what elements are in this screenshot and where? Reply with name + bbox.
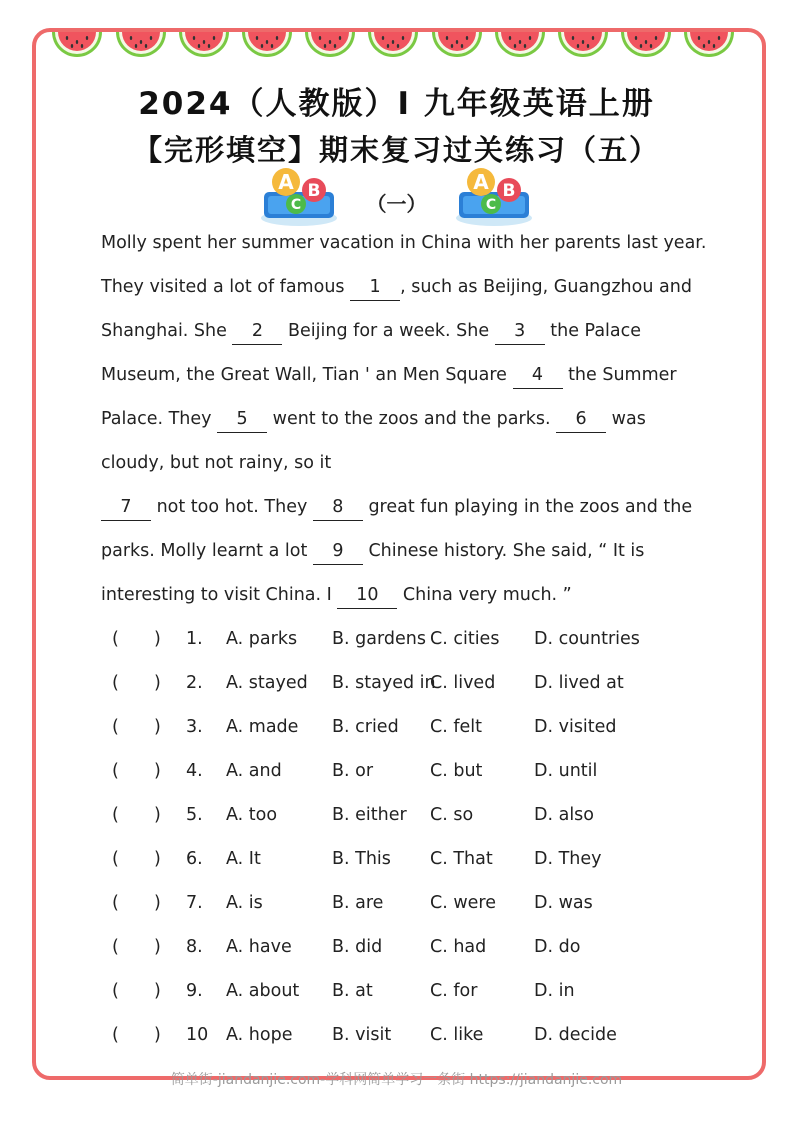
answer-blank[interactable]: 10 — [337, 582, 397, 609]
option-b: B. either — [332, 805, 407, 825]
question-number: 6. — [186, 849, 203, 869]
watermelon-icon — [242, 32, 292, 57]
passage-text: Museum, the Great Wall, Tian ' an Men Square — [101, 365, 513, 385]
option-b: B. or — [332, 761, 374, 781]
question-row — [112, 890, 712, 916]
answer-bracket[interactable]: ) — [154, 937, 161, 957]
question-row — [112, 934, 712, 960]
answer-bracket[interactable]: ) — [154, 629, 161, 649]
passage-line — [101, 226, 716, 270]
question-number: 2. — [186, 673, 203, 693]
question-number: 5. — [186, 805, 203, 825]
svg-text:B: B — [307, 181, 321, 201]
question-row — [112, 978, 712, 1004]
passage-text: Molly spent her summer vacation in China with her parents last year. — [101, 233, 707, 253]
answer-blank[interactable]: 2 — [232, 318, 282, 345]
passage-line — [101, 402, 716, 446]
option-c: C. felt — [430, 717, 482, 737]
question-row — [112, 714, 712, 740]
option-b: B. stayed in — [332, 673, 436, 693]
answer-bracket[interactable]: ) — [154, 849, 161, 869]
question-number: 4. — [186, 761, 203, 781]
option-c: C. cities — [430, 629, 500, 649]
watermelon-icon — [116, 32, 166, 57]
svg-text:C: C — [290, 197, 302, 213]
watermelon-icon — [52, 32, 102, 57]
passage-line — [101, 490, 716, 534]
option-a: A. It — [226, 849, 261, 869]
option-a: A. stayed — [226, 673, 308, 693]
option-a: A. too — [226, 805, 278, 825]
answer-bracket[interactable]: ( — [112, 849, 119, 869]
option-a: A. have — [226, 937, 292, 957]
option-b: B. gardens — [332, 629, 426, 649]
answer-bracket[interactable]: ) — [154, 893, 161, 913]
question-number: 8. — [186, 937, 203, 957]
option-c: C. but — [430, 761, 483, 781]
passage-text: Palace. They — [101, 409, 218, 429]
passage-text: China very much. ” — [397, 585, 572, 605]
passage-text: Shanghai. She — [101, 321, 233, 341]
passage-text: great fun playing in the zoos and the — [362, 497, 693, 517]
option-c: C. had — [430, 937, 487, 957]
option-a: A. parks — [226, 629, 298, 649]
passage-text: the Summer — [562, 365, 677, 385]
page-title: 2024（人教版）I 九年级英语上册 — [138, 86, 655, 122]
option-b: B. cried — [332, 717, 399, 737]
answer-blank[interactable]: 9 — [313, 538, 363, 565]
answer-bracket[interactable]: ( — [112, 805, 119, 825]
question-row — [112, 758, 712, 784]
footer-watermark: 简单街-jiandanjie.com-学科网简单学习一条街 https://jiandanjie.com — [170, 1072, 623, 1088]
passage-line — [101, 314, 716, 358]
answer-bracket[interactable]: ( — [112, 717, 119, 737]
passage-line — [101, 446, 716, 490]
watermelon-icon — [305, 32, 355, 57]
answer-bracket[interactable]: ( — [112, 761, 119, 781]
answer-bracket[interactable]: ) — [154, 717, 161, 737]
answer-blank[interactable]: 6 — [556, 406, 606, 433]
option-d: D. was — [534, 893, 593, 913]
svg-text:A: A — [278, 170, 294, 194]
watermelon-icon — [495, 32, 545, 57]
option-d: D. until — [534, 761, 598, 781]
option-c: C. were — [430, 893, 497, 913]
passage-text: not too hot. They — [151, 497, 313, 517]
svg-text:A: A — [473, 170, 489, 194]
option-d: D. countries — [534, 629, 640, 649]
option-a: A. made — [226, 717, 299, 737]
passage-line — [101, 534, 716, 578]
watermelon-decoration — [52, 30, 752, 64]
watermelon-icon — [621, 32, 671, 57]
answer-bracket[interactable]: ) — [154, 1025, 161, 1045]
passage-text: the Palace — [544, 321, 642, 341]
answer-blank[interactable]: 8 — [313, 494, 363, 521]
answer-bracket[interactable]: ( — [112, 673, 119, 693]
answer-blank[interactable]: 3 — [495, 318, 545, 345]
option-d: D. decide — [534, 1025, 617, 1045]
passage-text: parks. Molly learnt a lot — [101, 541, 313, 561]
option-d: D. in — [534, 981, 575, 1001]
answer-bracket[interactable]: ( — [112, 937, 119, 957]
question-row — [112, 1022, 712, 1048]
question-row — [112, 670, 712, 696]
passage-line — [101, 358, 716, 402]
passage-text: cloudy, but not rainy, so it — [101, 453, 332, 473]
question-number: 1. — [186, 629, 203, 649]
option-a: A. and — [226, 761, 282, 781]
answer-bracket[interactable]: ( — [112, 1025, 119, 1045]
option-c: C. lived — [430, 673, 496, 693]
option-c: C. like — [430, 1025, 484, 1045]
passage-text: interesting to visit China. I — [101, 585, 338, 605]
watermelon-icon — [684, 32, 734, 57]
answer-bracket[interactable]: ) — [154, 761, 161, 781]
answer-bracket[interactable]: ( — [112, 981, 119, 1001]
option-b: B. at — [332, 981, 373, 1001]
passage-text: was — [606, 409, 646, 429]
cloze-passage — [101, 226, 716, 622]
passage-line — [101, 578, 716, 622]
watermelon-icon — [368, 32, 418, 57]
answer-bracket[interactable]: ) — [154, 981, 161, 1001]
abc-blocks-icon — [453, 162, 535, 228]
answer-bracket[interactable]: ( — [112, 893, 119, 913]
section-label: （一） — [366, 192, 427, 216]
question-number: 10 — [186, 1025, 209, 1045]
option-b: B. visit — [332, 1025, 392, 1045]
passage-text: , such as Beijing, Guangzhou and — [400, 277, 692, 297]
option-c: C. so — [430, 805, 474, 825]
svg-text:B: B — [502, 181, 516, 201]
question-row — [112, 846, 712, 872]
passage-text: Chinese history. She said, “ It is — [362, 541, 645, 561]
question-row — [112, 626, 712, 652]
passage-line — [101, 270, 716, 314]
passage-text: went to the zoos and the parks. — [267, 409, 557, 429]
option-a: A. about — [226, 981, 300, 1001]
answer-blank[interactable]: 5 — [217, 406, 267, 433]
question-number: 9. — [186, 981, 203, 1001]
option-a: A. hope — [226, 1025, 293, 1045]
answer-blank[interactable]: 1 — [350, 274, 400, 301]
option-c: C. for — [430, 981, 478, 1001]
option-d: D. lived at — [534, 673, 624, 693]
question-number: 7. — [186, 893, 203, 913]
watermelon-icon — [432, 32, 482, 57]
option-d: D. They — [534, 849, 602, 869]
answer-bracket[interactable]: ( — [112, 629, 119, 649]
watermelon-icon — [558, 32, 608, 57]
option-c: C. That — [430, 849, 493, 869]
answer-blank[interactable]: 7 — [101, 494, 151, 521]
passage-text: They visited a lot of famous — [101, 277, 351, 297]
watermelon-icon — [179, 32, 229, 57]
option-b: B. This — [332, 849, 391, 869]
option-b: B. are — [332, 893, 384, 913]
question-number: 3. — [186, 717, 203, 737]
option-d: D. do — [534, 937, 581, 957]
option-d: D. also — [534, 805, 595, 825]
option-d: D. visited — [534, 717, 617, 737]
question-row — [112, 802, 712, 828]
answer-bracket[interactable]: ) — [154, 673, 161, 693]
option-b: B. did — [332, 937, 383, 957]
option-a: A. is — [226, 893, 263, 913]
passage-text: Beijing for a week. She — [282, 321, 495, 341]
answer-bracket[interactable]: ) — [154, 805, 161, 825]
answer-blank[interactable]: 4 — [513, 362, 563, 389]
svg-text:C: C — [485, 197, 497, 213]
page-subtitle: 【完形填空】期末复习过关练习（五） — [132, 133, 660, 167]
